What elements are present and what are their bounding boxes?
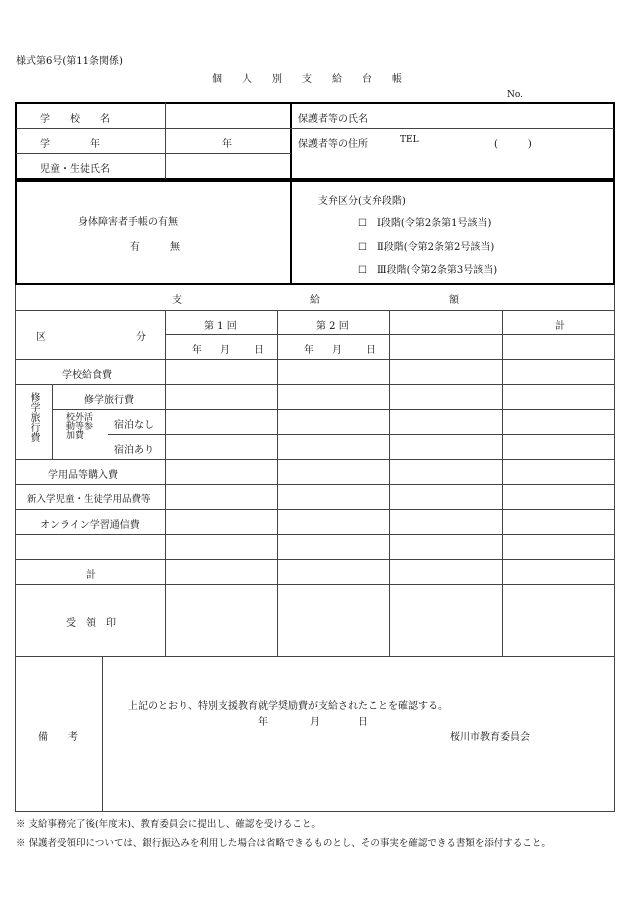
row-school-lunch: 学校給食費 xyxy=(62,370,112,381)
row-school-supplies: 学用品等購入費 xyxy=(48,470,118,481)
date-day-2: 日 xyxy=(366,345,376,356)
col-total: 計 xyxy=(555,321,565,332)
remarks-label: 備 考 xyxy=(38,732,78,743)
tel-label: TEL xyxy=(400,135,419,145)
division-char-1: 区 xyxy=(36,332,46,343)
remarks-month: 月 xyxy=(310,717,320,728)
guardian-address-label: 保護者等の住所 xyxy=(298,139,368,150)
footnote-1: ※ 支給事務完了後(年度末)、教育委員会に提出し、確認を受けること。 xyxy=(16,819,321,830)
form-number: 様式第6号(第11条関係) xyxy=(16,56,123,67)
footnote-2: ※ 保護者受領印については、銀行振込みを利用した場合は省略できるものとし、その事実を確認できる書類を添付すること。 xyxy=(16,838,551,849)
col-first-payment: 第 1 回 xyxy=(204,321,237,332)
disability-value: 有 無 xyxy=(130,242,180,253)
row-group-school-trip: 修学旅行費 xyxy=(28,392,39,442)
row-with-overnight: 宿泊あり xyxy=(114,445,154,456)
payment-option-2[interactable]: ☐ Ⅱ段階(令第2条第2号該当) xyxy=(358,242,495,253)
date-year-2: 年 xyxy=(304,345,314,356)
grade-unit: 年 xyxy=(222,139,232,150)
issuer: 桜川市教育委員会 xyxy=(450,732,530,743)
date-day-1: 日 xyxy=(254,345,264,356)
row-online: オンライン学習通信費 xyxy=(40,520,140,531)
guardian-name-label: 保護者等の氏名 xyxy=(298,114,368,125)
tel-paren: ( ) xyxy=(494,139,532,150)
payment-option-3[interactable]: ☐ Ⅲ段階(令第2条第3号該当) xyxy=(358,265,498,276)
remarks-statement: 上記のとおり、特別支援教育就学奨励費が支給されたことを確認する。 xyxy=(128,701,448,712)
row-group-extracurricular: 校外活動等参加費 xyxy=(66,413,94,441)
number-label: No. xyxy=(507,90,523,100)
date-month-2: 月 xyxy=(332,345,342,356)
amount-title-char-1: 支 xyxy=(172,295,182,306)
remarks-day: 日 xyxy=(358,717,368,728)
payment-option-1[interactable]: ☐ Ⅰ段階(令第2条第1号該当) xyxy=(358,218,492,229)
grade-label: 学 年 xyxy=(40,139,100,150)
date-month-1: 月 xyxy=(220,345,230,356)
row-no-overnight: 宿泊なし xyxy=(114,420,154,431)
school-name-label: 学 校 名 xyxy=(40,114,110,125)
col-second-payment: 第 2 回 xyxy=(316,321,349,332)
category-box xyxy=(15,180,615,285)
page-title: 個 人 別 支 給 台 帳 xyxy=(212,74,402,85)
row-new-enrollment: 新入学児童・生徒学用品費等 xyxy=(27,494,151,505)
row-school-trip: 修学旅行費 xyxy=(84,395,134,406)
date-year-1: 年 xyxy=(192,345,202,356)
amount-title-char-2: 給 xyxy=(310,295,320,306)
division-char-2: 分 xyxy=(136,332,146,343)
disability-label: 身体障害者手帳の有無 xyxy=(78,217,178,228)
payment-category-label: 支弁区分(支弁段階) xyxy=(318,196,406,207)
row-receipt-seal: 受 領 印 xyxy=(66,618,116,629)
row-total: 計 xyxy=(86,570,96,581)
amount-title-char-3: 額 xyxy=(449,295,459,306)
remarks-year: 年 xyxy=(258,717,268,728)
student-name-label: 児童・生徒氏名 xyxy=(40,164,110,175)
